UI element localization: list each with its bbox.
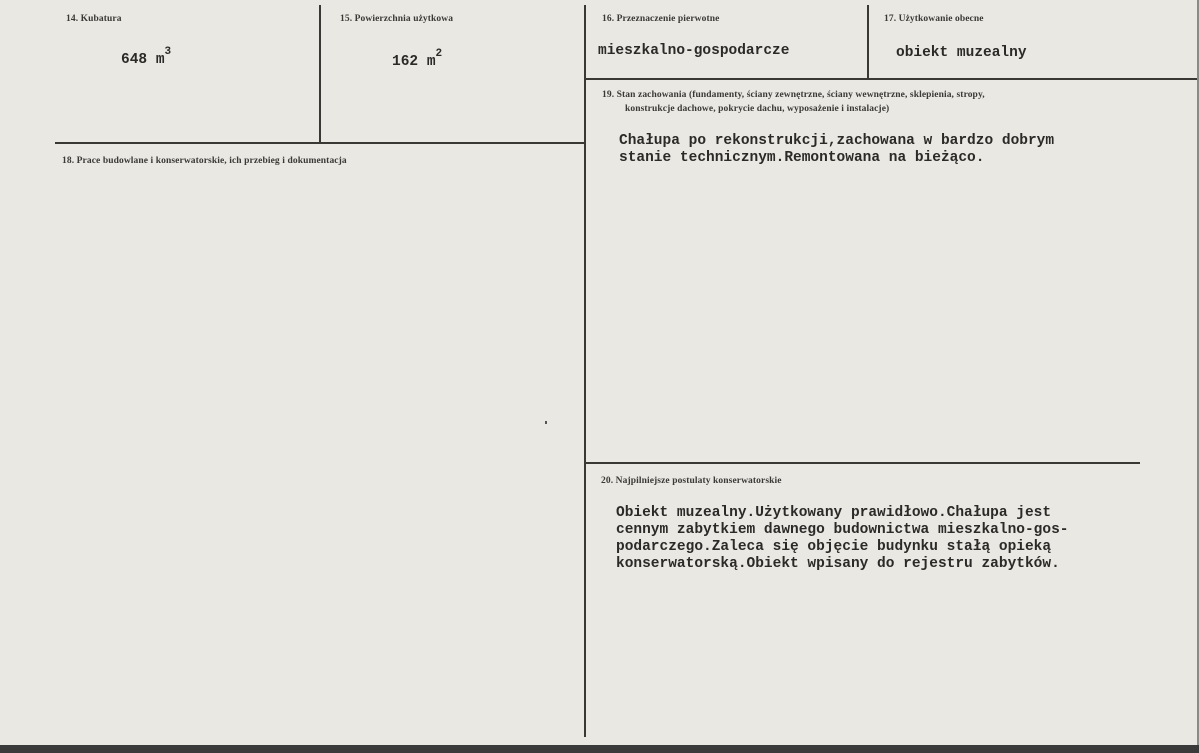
divider-vertical-14-15 (319, 5, 321, 144)
scan-bottom-edge (0, 745, 1199, 753)
field-19-text-line-1: Chałupa po rekonstrukcji,zachowana w bardzo dobrym (619, 133, 1055, 149)
divider-horizontal-15-18 (55, 142, 586, 144)
kubatura-unit: m (155, 51, 165, 68)
field-20-text-line-1: Obiekt muzealny.Użytkowany prawidłowo.Chałupa jest (616, 505, 1052, 521)
field-15-label: 15. Powierzchnia użytkowa (340, 14, 454, 24)
field-20-text-line-2: cennym zabytkiem dawnego budownictwa mieszkalno-gos- (616, 522, 1069, 538)
divider-horizontal-16-19 (585, 78, 1197, 80)
divider-vertical-main (584, 5, 586, 737)
field-19-label-line-1: 19. Stan zachowania (fundamenty, ściany zewnętrzne, ściany wewnętrzne, sklepienia, stropy, (602, 90, 985, 100)
field-17-value: obiekt muzealny (896, 45, 1027, 61)
field-14-label: 14. Kubatura (66, 14, 122, 24)
field-18-label: 18. Prace budowlane i konserwatorskie, ich przebieg i dokumentacja (62, 156, 347, 166)
paper-speck (545, 421, 547, 424)
kubatura-number: 648 (121, 51, 148, 68)
field-15-value (392, 49, 442, 71)
kubatura-exponent: 3 (164, 46, 172, 58)
field-14-value (121, 47, 171, 69)
powierzchnia-exponent: 2 (435, 48, 443, 60)
field-16-value: mieszkalno-gospodarcze (598, 43, 790, 59)
field-19-text-line-2: stanie technicznym.Remontowana na bieżąco. (619, 150, 985, 166)
field-16-label: 16. Przeznaczenie pierwotne (602, 14, 720, 24)
divider-vertical-16-17 (867, 5, 869, 80)
divider-horizontal-19-20 (585, 462, 1140, 464)
field-19-label-line-2: konstrukcje dachowe, pokrycie dachu, wyposażenie i instalacje) (625, 104, 890, 114)
field-17-label: 17. Użytkowanie obecne (884, 14, 984, 24)
field-20-text-line-3: podarczego.Zaleca się objęcie budynku stałą opieką (616, 539, 1052, 555)
field-20-text-line-4: konserwatorską.Obiekt wpisany do rejestru zabytków. (616, 556, 1060, 572)
powierzchnia-number: 162 (392, 53, 419, 70)
powierzchnia-unit: m (426, 53, 436, 70)
field-20-label: 20. Najpilniejsze postulaty konserwatorskie (601, 476, 782, 486)
